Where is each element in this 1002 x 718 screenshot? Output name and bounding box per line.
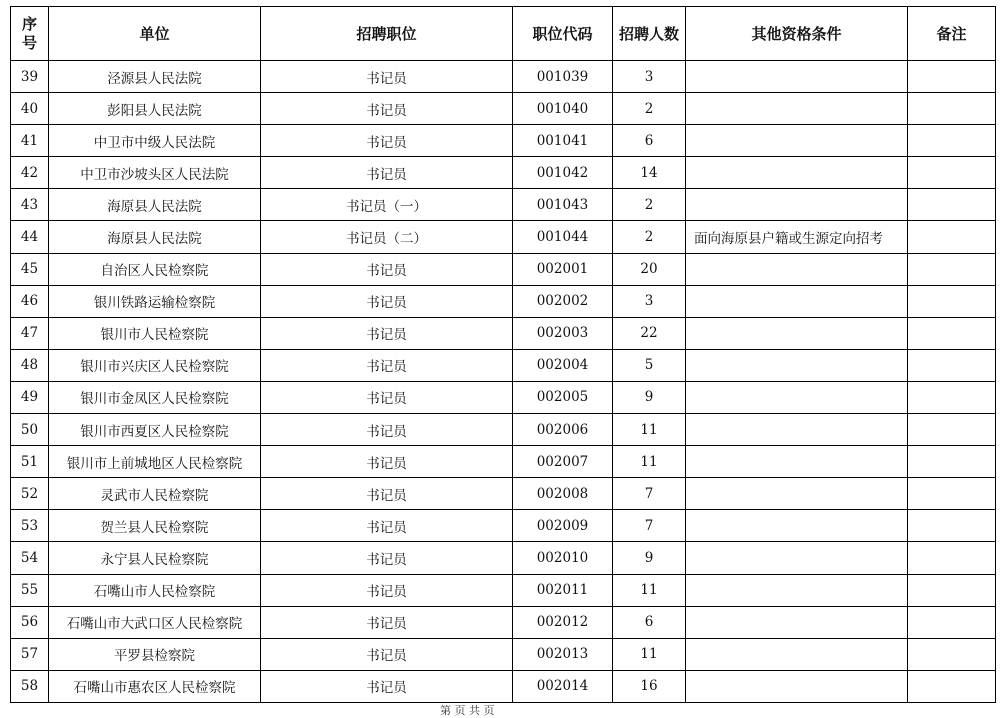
cell-conditions (686, 510, 908, 542)
table-row (11, 414, 996, 446)
cell-seq: 39 (11, 61, 49, 93)
table-row (11, 349, 996, 381)
cell-unit: 银川市兴庆区人民检察院 (49, 349, 261, 381)
cell-count: 7 (613, 510, 686, 542)
cell-remark (908, 446, 996, 478)
cell-seq: 53 (11, 510, 49, 542)
header-conditions: 其他资格条件 (686, 7, 908, 61)
cell-unit: 石嘴山市人民检察院 (49, 574, 261, 606)
table-row (11, 189, 996, 221)
cell-code: 002005 (513, 381, 613, 413)
cell-position: 书记员 (261, 253, 513, 285)
cell-seq: 51 (11, 446, 49, 478)
cell-count: 3 (613, 285, 686, 317)
cell-remark (908, 574, 996, 606)
header-seq-line1: 序 (21, 14, 37, 33)
cell-code: 002011 (513, 574, 613, 606)
cell-count: 14 (613, 157, 686, 189)
cell-conditions (686, 606, 908, 638)
cell-position: 书记员 (261, 670, 513, 702)
cell-seq: 41 (11, 125, 49, 157)
table-row (11, 317, 996, 349)
table-row (11, 478, 996, 510)
cell-conditions (686, 638, 908, 670)
cell-position: 书记员 (261, 61, 513, 93)
cell-position: 书记员 (261, 125, 513, 157)
cell-count: 2 (613, 221, 686, 253)
cell-conditions (686, 414, 908, 446)
cell-position: 书记员（二） (261, 221, 513, 253)
cell-remark (908, 93, 996, 125)
cell-unit: 银川铁路运输检察院 (49, 285, 261, 317)
cell-code: 001042 (513, 157, 613, 189)
cell-conditions: 面向海原县户籍或生源定向招考 (686, 221, 908, 253)
cell-position: 书记员 (261, 157, 513, 189)
cell-code: 002009 (513, 510, 613, 542)
cell-seq: 58 (11, 670, 49, 702)
cell-conditions (686, 61, 908, 93)
cell-seq: 50 (11, 414, 49, 446)
cell-conditions (686, 189, 908, 221)
table-row (11, 157, 996, 189)
cell-remark (908, 638, 996, 670)
cell-remark (908, 157, 996, 189)
recruitment-table-sheet (10, 6, 995, 703)
cell-unit: 贺兰县人民检察院 (49, 510, 261, 542)
cell-count: 16 (613, 670, 686, 702)
cell-unit: 银川市上前城地区人民检察院 (49, 446, 261, 478)
cell-count: 22 (613, 317, 686, 349)
cell-count: 11 (613, 574, 686, 606)
header-seq (11, 7, 49, 61)
cell-remark (908, 381, 996, 413)
cell-position: 书记员 (261, 606, 513, 638)
cell-remark (908, 221, 996, 253)
cell-seq: 55 (11, 574, 49, 606)
cell-position: 书记员 (261, 638, 513, 670)
cell-unit: 银川市金凤区人民检察院 (49, 381, 261, 413)
cell-unit: 石嘴山市大武口区人民检察院 (49, 606, 261, 638)
cell-code: 002008 (513, 478, 613, 510)
cell-remark (908, 317, 996, 349)
cell-position: 书记员 (261, 93, 513, 125)
cell-conditions (686, 125, 908, 157)
table-row (11, 638, 996, 670)
cell-seq: 43 (11, 189, 49, 221)
cell-count: 5 (613, 349, 686, 381)
cell-code: 002007 (513, 446, 613, 478)
header-remark: 备注 (908, 7, 996, 61)
cell-conditions (686, 285, 908, 317)
cell-code: 002001 (513, 253, 613, 285)
cell-conditions (686, 381, 908, 413)
cell-unit: 彭阳县人民法院 (49, 93, 261, 125)
cell-conditions (686, 446, 908, 478)
cell-unit: 石嘴山市惠农区人民检察院 (49, 670, 261, 702)
cell-unit: 自治区人民检察院 (49, 253, 261, 285)
cell-count: 11 (613, 414, 686, 446)
cell-position: 书记员 (261, 349, 513, 381)
cell-unit: 银川市西夏区人民检察院 (49, 414, 261, 446)
cell-code: 002013 (513, 638, 613, 670)
cell-conditions (686, 478, 908, 510)
page-footer: 第 页 共 页 (440, 704, 495, 717)
cell-code: 002004 (513, 349, 613, 381)
cell-position: 书记员 (261, 510, 513, 542)
cell-code: 001044 (513, 221, 613, 253)
cell-code: 001040 (513, 93, 613, 125)
cell-count: 6 (613, 606, 686, 638)
cell-position: 书记员 (261, 446, 513, 478)
table-row (11, 253, 996, 285)
cell-remark (908, 61, 996, 93)
cell-position: 书记员 (261, 414, 513, 446)
cell-conditions (686, 574, 908, 606)
table-row (11, 125, 996, 157)
header-code: 职位代码 (513, 7, 613, 61)
table-row (11, 446, 996, 478)
cell-unit: 平罗县检察院 (49, 638, 261, 670)
cell-position: 书记员（一） (261, 189, 513, 221)
cell-code: 002012 (513, 606, 613, 638)
table-row (11, 542, 996, 574)
cell-remark (908, 670, 996, 702)
cell-code: 002002 (513, 285, 613, 317)
cell-conditions (686, 349, 908, 381)
cell-conditions (686, 317, 908, 349)
recruitment-table (10, 6, 996, 703)
cell-remark (908, 349, 996, 381)
cell-position: 书记员 (261, 381, 513, 413)
table-row (11, 61, 996, 93)
cell-code: 001043 (513, 189, 613, 221)
cell-remark (908, 125, 996, 157)
cell-unit: 中卫市中级人民法院 (49, 125, 261, 157)
cell-position: 书记员 (261, 317, 513, 349)
header-seq-line2: 号 (21, 33, 37, 52)
cell-remark (908, 253, 996, 285)
cell-code: 002014 (513, 670, 613, 702)
header-unit: 单位 (49, 7, 261, 61)
cell-count: 9 (613, 542, 686, 574)
header-row (11, 7, 996, 61)
cell-code: 001039 (513, 61, 613, 93)
cell-conditions (686, 542, 908, 574)
table-header (11, 7, 996, 61)
cell-conditions (686, 93, 908, 125)
cell-position: 书记员 (261, 285, 513, 317)
header-count: 招聘人数 (613, 7, 686, 61)
cell-remark (908, 510, 996, 542)
cell-seq: 42 (11, 157, 49, 189)
cell-unit: 银川市人民检察院 (49, 317, 261, 349)
cell-position: 书记员 (261, 574, 513, 606)
cell-count: 11 (613, 446, 686, 478)
cell-count: 2 (613, 189, 686, 221)
table-row (11, 606, 996, 638)
cell-code: 002003 (513, 317, 613, 349)
cell-remark (908, 414, 996, 446)
table-row (11, 510, 996, 542)
cell-seq: 46 (11, 285, 49, 317)
cell-remark (908, 542, 996, 574)
cell-unit: 灵武市人民检察院 (49, 478, 261, 510)
table-row (11, 285, 996, 317)
cell-conditions (686, 253, 908, 285)
cell-count: 7 (613, 478, 686, 510)
cell-seq: 45 (11, 253, 49, 285)
cell-count: 9 (613, 381, 686, 413)
cell-seq: 57 (11, 638, 49, 670)
cell-count: 2 (613, 93, 686, 125)
cell-code: 002006 (513, 414, 613, 446)
cell-seq: 54 (11, 542, 49, 574)
cell-remark (908, 478, 996, 510)
cell-code: 002010 (513, 542, 613, 574)
table-row (11, 221, 996, 253)
cell-conditions (686, 670, 908, 702)
cell-seq: 56 (11, 606, 49, 638)
cell-seq: 47 (11, 317, 49, 349)
cell-count: 11 (613, 638, 686, 670)
cell-unit: 泾源县人民法院 (49, 61, 261, 93)
cell-position: 书记员 (261, 542, 513, 574)
table-row (11, 93, 996, 125)
cell-seq: 49 (11, 381, 49, 413)
cell-unit: 海原县人民法院 (49, 189, 261, 221)
table-row (11, 574, 996, 606)
table-row (11, 670, 996, 702)
table-row (11, 381, 996, 413)
header-position: 招聘职位 (261, 7, 513, 61)
cell-count: 20 (613, 253, 686, 285)
cell-position: 书记员 (261, 478, 513, 510)
cell-unit: 中卫市沙坡头区人民法院 (49, 157, 261, 189)
cell-seq: 44 (11, 221, 49, 253)
cell-remark (908, 189, 996, 221)
cell-remark (908, 285, 996, 317)
cell-count: 6 (613, 125, 686, 157)
table-body (11, 61, 996, 703)
cell-count: 3 (613, 61, 686, 93)
cell-conditions (686, 157, 908, 189)
cell-remark (908, 606, 996, 638)
cell-unit: 永宁县人民检察院 (49, 542, 261, 574)
cell-unit: 海原县人民法院 (49, 221, 261, 253)
cell-seq: 48 (11, 349, 49, 381)
cell-seq: 40 (11, 93, 49, 125)
cell-seq: 52 (11, 478, 49, 510)
cell-code: 001041 (513, 125, 613, 157)
